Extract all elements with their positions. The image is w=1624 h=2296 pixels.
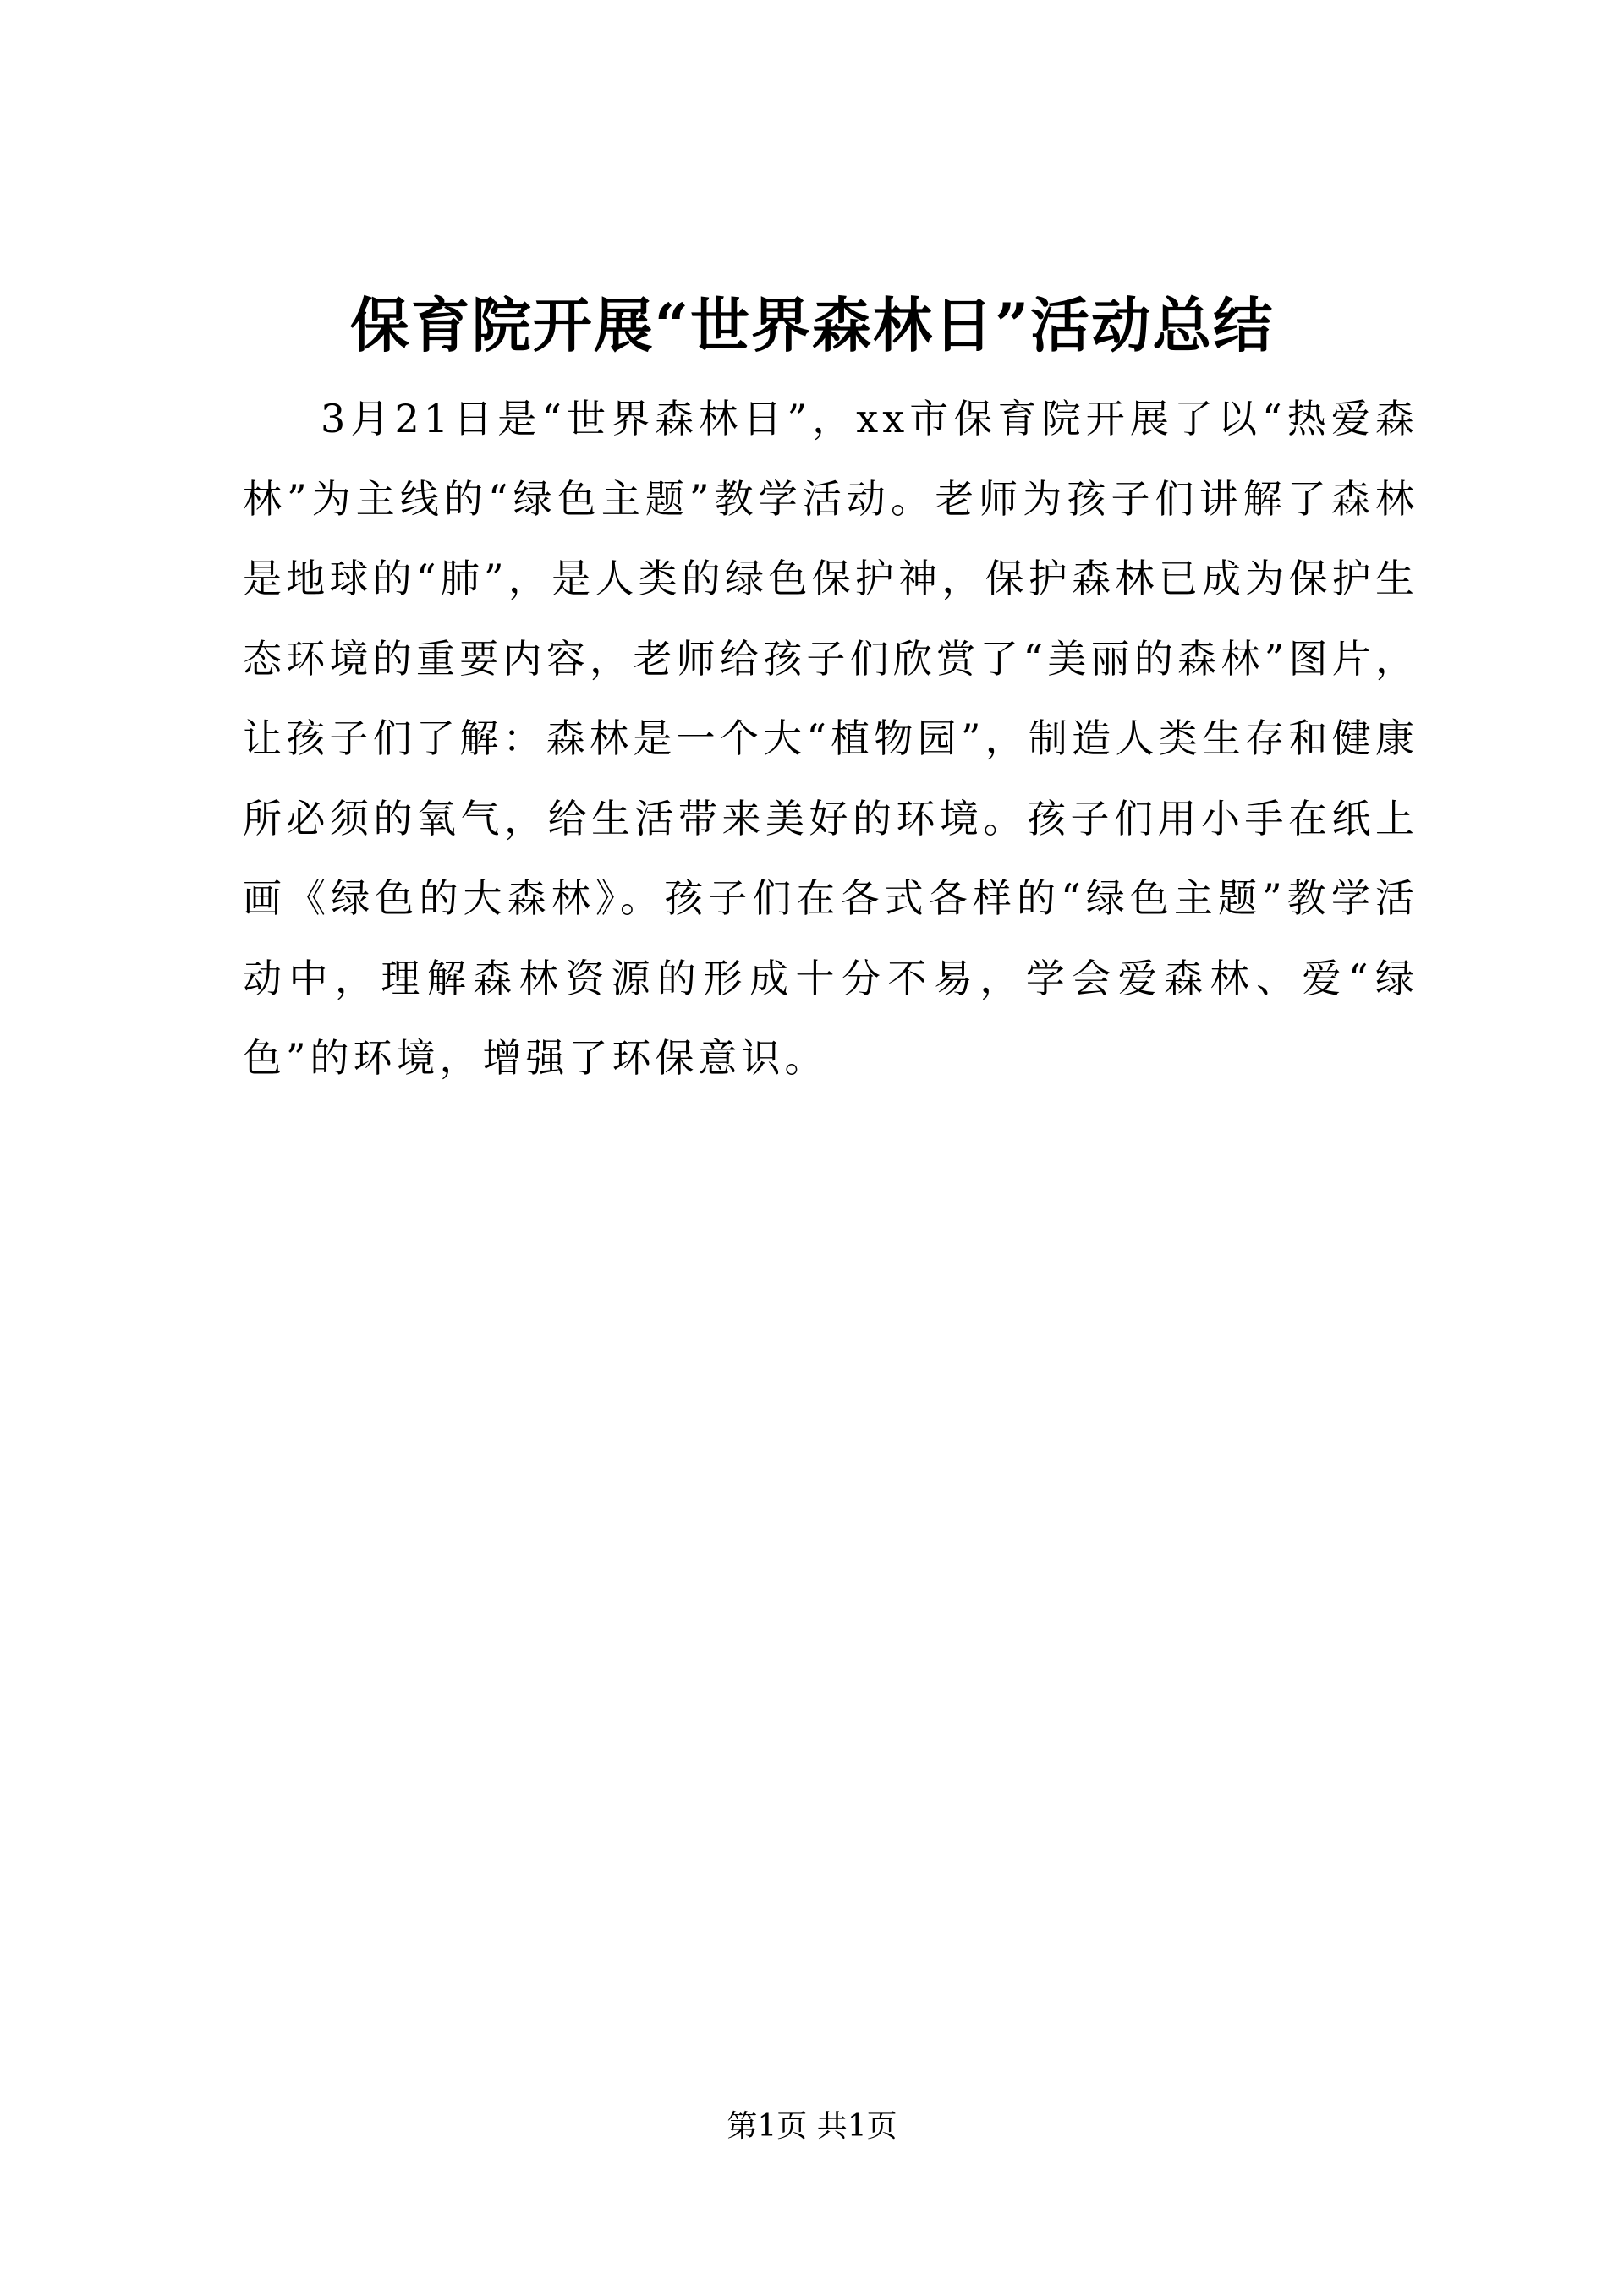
page-number-footer: 第1页 共1页 <box>727 2109 897 2144</box>
document-title: 保育院开展“世界森林日”活动总结 <box>349 290 1275 360</box>
body-paragraph: 3月21日是“世界森林日”，xx市保育院开展了以“热爱森林”为主线的“绿色主题”教学活动。老师为孩子们讲解了森林是地球的“肺”，是人类的绿色保护神，保护森林已成为保护生态环境的重要内容，老师给孩子们欣赏了“美丽的森林”图片，让孩子们了解：森林是一个大“植物园”，制造人类生存和健康所必须的氧气，给生活带来美好的环境。孩子们用小手在纸上画《绿色的大森林》。孩子们在各式各样的“绿色主题”教学活动中，理解森林资源的形成十分不易，学会爱森林、爱“绿色”的环境，增强了环保意识。 <box>243 396 1418 1081</box>
